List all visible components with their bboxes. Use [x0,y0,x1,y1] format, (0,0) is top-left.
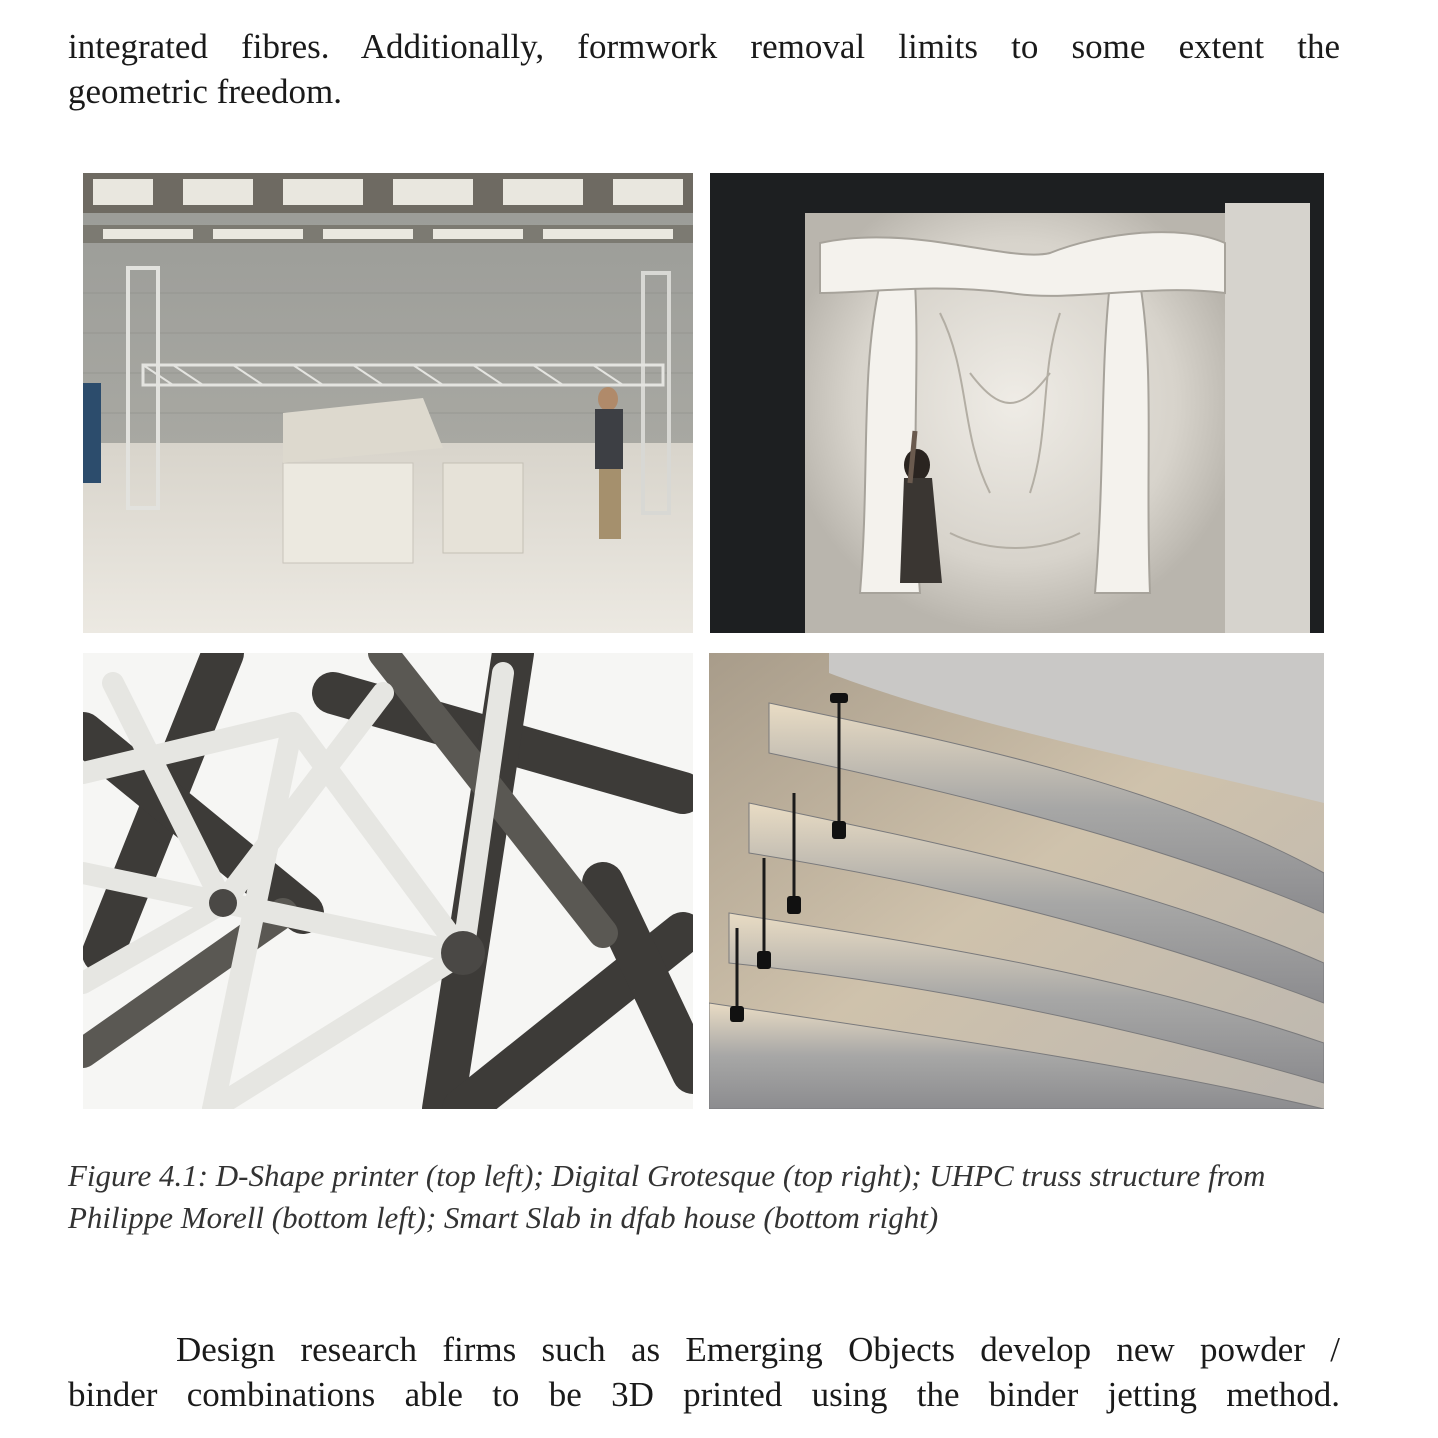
top-paragraph-line-1: integrated fibres. Additionally, formwork removal limits to some extent the [68,27,1340,66]
smart-slab-photo [709,653,1324,1109]
bottom-paragraph [68,1327,1340,1417]
figure-caption [68,1155,1340,1239]
digital-grotesque-photo [710,173,1324,633]
top-paragraph-line-2: geometric freedom. [68,72,343,111]
uhpc-truss-structure-photo [83,653,693,1109]
caption-line-1: Figure 4.1: D-Shape printer (top left); Digital Grotesque (top right); UHPC truss structure from [68,1158,1266,1193]
bottom-paragraph-line-1: Design research firms such as Emerging Objects develop new powder / [176,1330,1340,1369]
bottom-paragraph-line-2: binder combinations able to be 3D printed using the binder jetting method. [68,1375,1340,1414]
caption-line-2: Philippe Morell (bottom left); Smart Slab in dfab house (bottom right) [68,1200,939,1235]
d-shape-printer-photo [83,173,693,633]
top-paragraph [68,24,1340,114]
